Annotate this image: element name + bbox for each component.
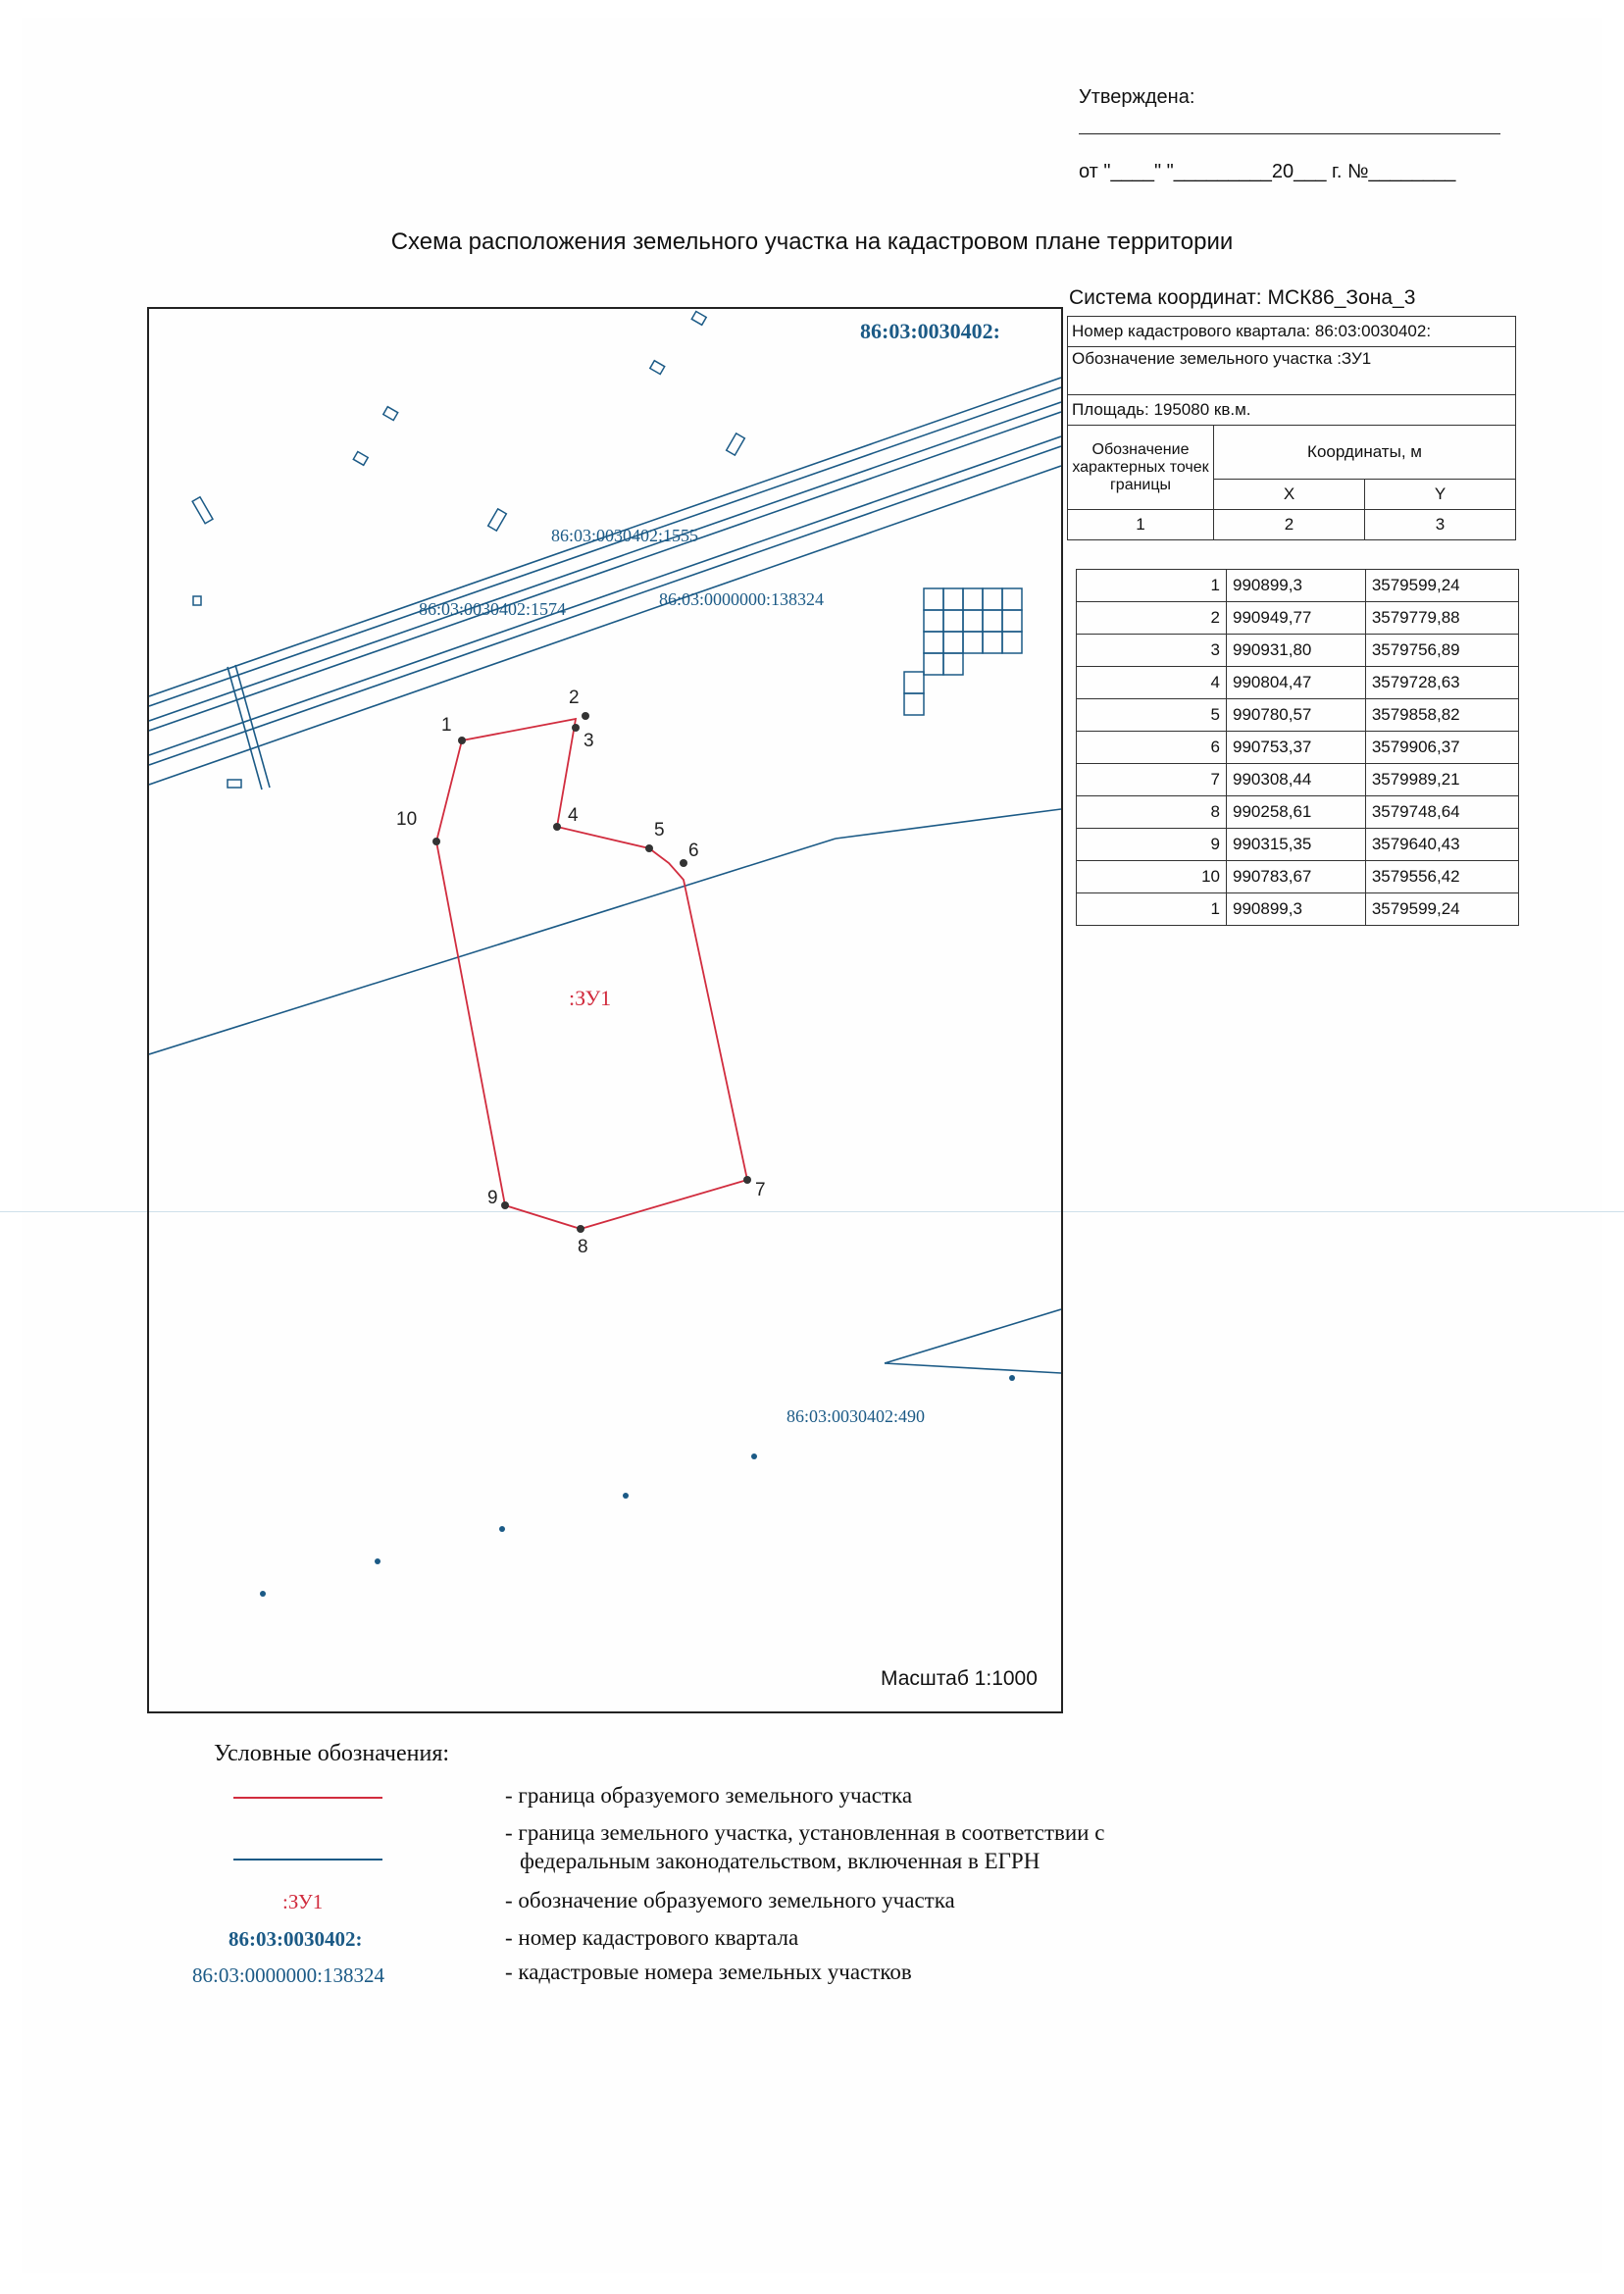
parcel-label-138324: 86:03:0000000:138324 <box>659 589 825 609</box>
survey-dot <box>623 1493 629 1499</box>
boundary-point-7 <box>743 1176 751 1184</box>
legend-title: Условные обозначения: <box>214 1741 450 1766</box>
boundary-point-9 <box>501 1201 509 1209</box>
legend-blue-line-sample <box>233 1859 382 1861</box>
survey-dot <box>260 1591 266 1597</box>
point-label-7: 7 <box>755 1180 766 1200</box>
legend-cad-symbol: 86:03:0000000:138324 <box>192 1963 385 1987</box>
coordinate-cell-y: 3579556,42 <box>1365 861 1518 893</box>
coordinate-row <box>1077 796 1519 829</box>
coordinate-cell-point: 1 <box>1077 570 1227 602</box>
coordinate-cell-y: 3579640,43 <box>1365 829 1518 861</box>
legend-red-line-desc: - граница образуемого земельного участка <box>505 1783 913 1808</box>
boundary-point-6 <box>680 859 687 867</box>
map-scale: Масштаб 1:1000 <box>881 1667 1038 1690</box>
col-index-3: 3 <box>1364 510 1515 540</box>
building-outline <box>353 452 368 466</box>
coordinate-cell-point: 3 <box>1077 635 1227 667</box>
document-title: Схема расположения земельного участка на кадастровом плане территории <box>390 229 1234 255</box>
coordinate-cell-x: 990780,57 <box>1227 699 1366 732</box>
coordinate-cell-y: 3579748,64 <box>1365 796 1518 829</box>
coordinate-cell-point: 4 <box>1077 667 1227 699</box>
new-parcel-boundary <box>436 719 747 1229</box>
parcel-designation-cell: Обозначение земельного участка :ЗУ1 <box>1068 347 1516 395</box>
col-x-header: X <box>1214 480 1365 510</box>
quarter-label: 86:03:0030402: <box>860 319 1000 343</box>
coordinate-cell-point: 2 <box>1077 602 1227 635</box>
survey-dot <box>375 1558 381 1564</box>
coordinate-cell-x: 990931,80 <box>1227 635 1366 667</box>
coordinate-cell-y: 3579756,89 <box>1365 635 1518 667</box>
boundary-point-2 <box>582 712 589 720</box>
col-index-1: 1 <box>1068 510 1214 540</box>
coordinate-cell-point: 5 <box>1077 699 1227 732</box>
parcel-label-1555: 86:03:0030402:1555 <box>551 526 699 545</box>
survey-dot <box>499 1526 505 1532</box>
map-frame <box>147 307 1063 1713</box>
boundary-point-8 <box>577 1225 584 1233</box>
coordinate-row <box>1077 570 1519 602</box>
survey-dot <box>751 1453 757 1459</box>
coordinate-cell-point: 1 <box>1077 893 1227 926</box>
legend-parcel-symbol: :ЗУ1 <box>282 1890 324 1913</box>
point-label-10: 10 <box>396 809 418 830</box>
col-index-2: 2 <box>1214 510 1365 540</box>
point-label-3: 3 <box>584 731 594 751</box>
coordinate-cell-x: 990783,67 <box>1227 861 1366 893</box>
coordinate-row <box>1077 764 1519 796</box>
coordinate-cell-x: 990753,37 <box>1227 732 1366 764</box>
coordinate-cell-point: 6 <box>1077 732 1227 764</box>
coordinate-cell-x: 990899,3 <box>1227 570 1366 602</box>
building-outline <box>691 312 706 326</box>
coordinate-row <box>1077 732 1519 764</box>
parcel-boundary-line <box>885 1363 1061 1373</box>
coordinate-cell-y: 3579858,82 <box>1365 699 1518 732</box>
parcel-boundary-line <box>836 809 1061 839</box>
boundary-point-1 <box>458 737 466 744</box>
point-label-6: 6 <box>688 841 699 861</box>
building-outline <box>488 509 507 531</box>
coordinate-cell-x: 990315,35 <box>1227 829 1366 861</box>
coordinate-cell-point: 9 <box>1077 829 1227 861</box>
point-label-8: 8 <box>578 1237 588 1257</box>
bridge-line <box>235 665 270 788</box>
garage-blocks <box>904 588 1022 715</box>
building-outline <box>650 361 665 375</box>
coordinate-row <box>1077 893 1519 926</box>
boundary-point-5 <box>645 844 653 852</box>
coordinate-cell-x: 990308,44 <box>1227 764 1366 796</box>
coordinate-row <box>1077 602 1519 635</box>
boundary-point-3 <box>572 724 580 732</box>
coordinate-cell-x: 990258,61 <box>1227 796 1366 829</box>
bridge-line <box>228 667 262 790</box>
coordinate-cell-y: 3579989,21 <box>1365 764 1518 796</box>
coordinate-system: Система координат: МСК86_Зона_3 <box>1069 286 1416 309</box>
col-points-header: Обозначение характерных точек границы <box>1068 426 1214 510</box>
coordinate-row <box>1077 635 1519 667</box>
coordinate-cell-y: 3579728,63 <box>1365 667 1518 699</box>
boundary-point-4 <box>553 823 561 831</box>
coordinate-row <box>1077 699 1519 732</box>
coordinate-cell-y: 3579906,37 <box>1365 732 1518 764</box>
parcel-boundary-line <box>149 839 836 1054</box>
legend-parcel-symbol-desc: - обозначение образуемого земельного участка <box>505 1888 955 1912</box>
col-y-header: Y <box>1364 480 1515 510</box>
coordinate-row <box>1077 861 1519 893</box>
point-label-4: 4 <box>568 805 579 826</box>
info-table <box>1067 316 1516 540</box>
parcel-label-1574: 86:03:0030402:1574 <box>419 599 567 619</box>
point-label-2: 2 <box>569 688 580 708</box>
cadastral-map <box>149 309 1061 1711</box>
coordinate-cell-x: 990899,3 <box>1227 893 1366 926</box>
legend-red-line-sample <box>233 1797 382 1799</box>
approved-date-line: от "____" "_________20___ г. №________ <box>1079 161 1456 182</box>
coordinate-cell-y: 3579599,24 <box>1365 893 1518 926</box>
building-outline <box>228 780 241 788</box>
parcel-label-490: 86:03:0030402:490 <box>787 1406 926 1426</box>
coordinates-table <box>1076 569 1519 926</box>
legend-cad-symbol-desc: - кадастровые номера земельных участков <box>505 1960 912 1984</box>
coordinate-cell-x: 990949,77 <box>1227 602 1366 635</box>
new-parcel-label: :ЗУ1 <box>569 986 612 1010</box>
quarter-number-cell: Номер кадастрового квартала: 86:03:0030402: <box>1068 317 1516 347</box>
coordinate-cell-point: 10 <box>1077 861 1227 893</box>
legend-blue-line-desc-1: - граница земельного участка, установленная в соответствии с <box>505 1820 1105 1845</box>
point-label-9: 9 <box>487 1188 498 1208</box>
coordinate-cell-y: 3579599,24 <box>1365 570 1518 602</box>
coordinate-cell-y: 3579779,88 <box>1365 602 1518 635</box>
building-outline <box>727 433 745 455</box>
legend-blue-line-desc-2: федеральным законодательством, включенная в ЕГРН <box>520 1849 1040 1873</box>
col-coords-header: Координаты, м <box>1214 426 1516 480</box>
building-outline <box>192 497 213 524</box>
coordinate-row <box>1077 667 1519 699</box>
building-outline <box>383 407 398 421</box>
survey-dot <box>1009 1375 1015 1381</box>
point-label-5: 5 <box>654 820 665 841</box>
coordinate-cell-point: 8 <box>1077 796 1227 829</box>
coordinate-row <box>1077 829 1519 861</box>
legend-quarter-symbol-desc: - номер кадастрового квартала <box>505 1925 799 1950</box>
boundary-point-10 <box>432 838 440 845</box>
parcel-boundary-line <box>885 1309 1061 1363</box>
coordinate-cell-point: 7 <box>1077 764 1227 796</box>
area-cell: Площадь: 195080 кв.м. <box>1068 395 1516 426</box>
approved-label: Утверждена: <box>1079 86 1195 108</box>
coordinate-cell-x: 990804,47 <box>1227 667 1366 699</box>
building-outline <box>193 596 201 605</box>
legend-quarter-symbol: 86:03:0030402: <box>228 1927 363 1951</box>
approved-signature-line <box>1079 133 1500 134</box>
point-label-1: 1 <box>441 715 452 736</box>
